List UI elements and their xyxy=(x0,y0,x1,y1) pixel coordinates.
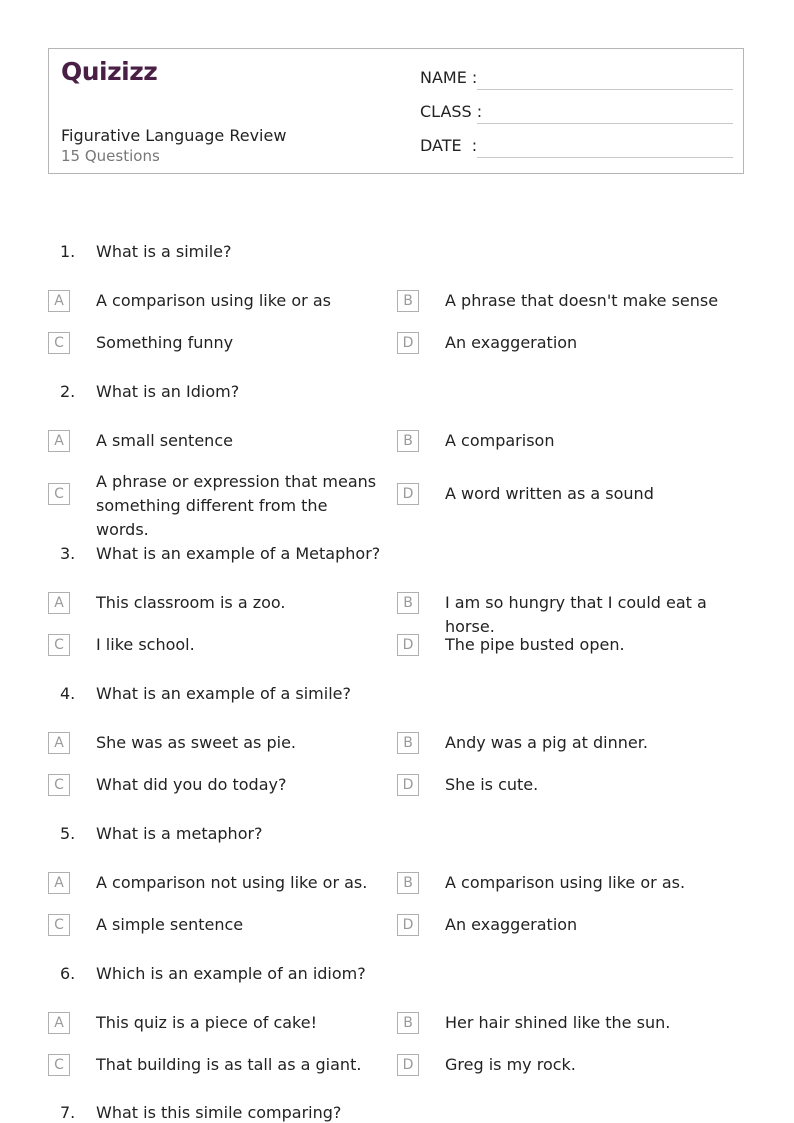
question-text: What is an example of a simile? xyxy=(96,684,351,703)
option-a-text: She was as sweet as pie. xyxy=(96,733,296,752)
question-text: What is an Idiom? xyxy=(96,382,240,401)
option-c-checkbox[interactable]: C xyxy=(48,483,70,505)
question-number: 6. xyxy=(60,964,76,983)
option-a-text: A small sentence xyxy=(96,431,233,450)
option-a-checkbox[interactable]: A xyxy=(48,732,70,754)
question-number: 1. xyxy=(60,242,76,261)
option-d-checkbox[interactable]: D xyxy=(397,634,419,656)
question-number: 2. xyxy=(60,382,76,401)
question-text: What is a simile? xyxy=(96,242,232,261)
option-b-text: A comparison using like or as. xyxy=(445,873,686,892)
option-a-text: This quiz is a piece of cake! xyxy=(96,1013,317,1032)
class-label: CLASS : xyxy=(420,102,483,121)
option-d-text: Greg is my rock. xyxy=(445,1055,576,1074)
question-number: 7. xyxy=(60,1103,76,1122)
question-number: 5. xyxy=(60,824,76,843)
option-d-text: The pipe busted open. xyxy=(445,635,625,654)
option-c-checkbox[interactable]: C xyxy=(48,774,70,796)
option-a-text: This classroom is a zoo. xyxy=(96,593,286,612)
option-d-checkbox[interactable]: D xyxy=(397,774,419,796)
option-b-text: A comparison xyxy=(445,431,555,450)
option-a-checkbox[interactable]: A xyxy=(48,872,70,894)
question-number: 3. xyxy=(60,544,76,563)
option-a-text: A comparison not using like or as. xyxy=(96,873,368,892)
worksheet-header xyxy=(48,48,744,174)
option-d-text: An exaggeration xyxy=(445,915,578,934)
option-b-checkbox[interactable]: B xyxy=(397,430,419,452)
question-text: What is this simile comparing? xyxy=(96,1103,342,1122)
name-label: NAME : xyxy=(420,68,478,87)
option-a-text: A comparison using like or as xyxy=(96,291,331,310)
option-d-text: An exaggeration xyxy=(445,333,578,352)
option-c-checkbox[interactable]: C xyxy=(48,634,70,656)
option-c-text: A phrase or expression that means something different from the words. xyxy=(96,472,377,539)
question-number: 4. xyxy=(60,684,76,703)
option-d-text: She is cute. xyxy=(445,775,539,794)
option-d-checkbox[interactable]: D xyxy=(397,483,419,505)
option-a-checkbox[interactable]: A xyxy=(48,592,70,614)
option-c-text: Something funny xyxy=(96,333,234,352)
option-c-checkbox[interactable]: C xyxy=(48,914,70,936)
option-b-checkbox[interactable]: B xyxy=(397,1012,419,1034)
option-b-text: Her hair shined like the sun. xyxy=(445,1013,671,1032)
name-field[interactable] xyxy=(477,89,733,90)
class-field[interactable] xyxy=(477,123,733,124)
option-a-checkbox[interactable]: A xyxy=(48,290,70,312)
option-b-text: Andy was a pig at dinner. xyxy=(445,733,648,752)
option-b-checkbox[interactable]: B xyxy=(397,290,419,312)
date-field[interactable] xyxy=(477,157,733,158)
date-label: DATE : xyxy=(420,136,478,155)
option-d-checkbox[interactable]: D xyxy=(397,914,419,936)
option-c-text: That building is as tall as a giant. xyxy=(96,1055,362,1074)
option-b-checkbox[interactable]: B xyxy=(397,592,419,614)
option-d-checkbox[interactable]: D xyxy=(397,1054,419,1076)
option-c-checkbox[interactable]: C xyxy=(48,1054,70,1076)
option-c-text: I like school. xyxy=(96,635,195,654)
option-d-text: A word written as a sound xyxy=(445,484,654,503)
option-c-checkbox[interactable]: C xyxy=(48,332,70,354)
option-c-text: A simple sentence xyxy=(96,915,244,934)
option-b-checkbox[interactable]: B xyxy=(397,732,419,754)
question-text: What is an example of a Metaphor? xyxy=(96,544,381,563)
option-b-text: I am so hungry that I could eat a horse. xyxy=(445,593,707,636)
worksheet-title: Figurative Language Review xyxy=(61,126,287,145)
question-text: Which is an example of an idiom? xyxy=(96,964,366,983)
question-text: What is a metaphor? xyxy=(96,824,263,843)
option-a-checkbox[interactable]: A xyxy=(48,430,70,452)
option-b-checkbox[interactable]: B xyxy=(397,872,419,894)
option-c-text: What did you do today? xyxy=(96,775,287,794)
option-d-checkbox[interactable]: D xyxy=(397,332,419,354)
option-b-text: A phrase that doesn't make sense xyxy=(445,291,719,310)
option-a-checkbox[interactable]: A xyxy=(48,1012,70,1034)
quizizz-logo: Quizizz xyxy=(61,57,158,86)
question-count: 15 Questions xyxy=(61,147,160,165)
